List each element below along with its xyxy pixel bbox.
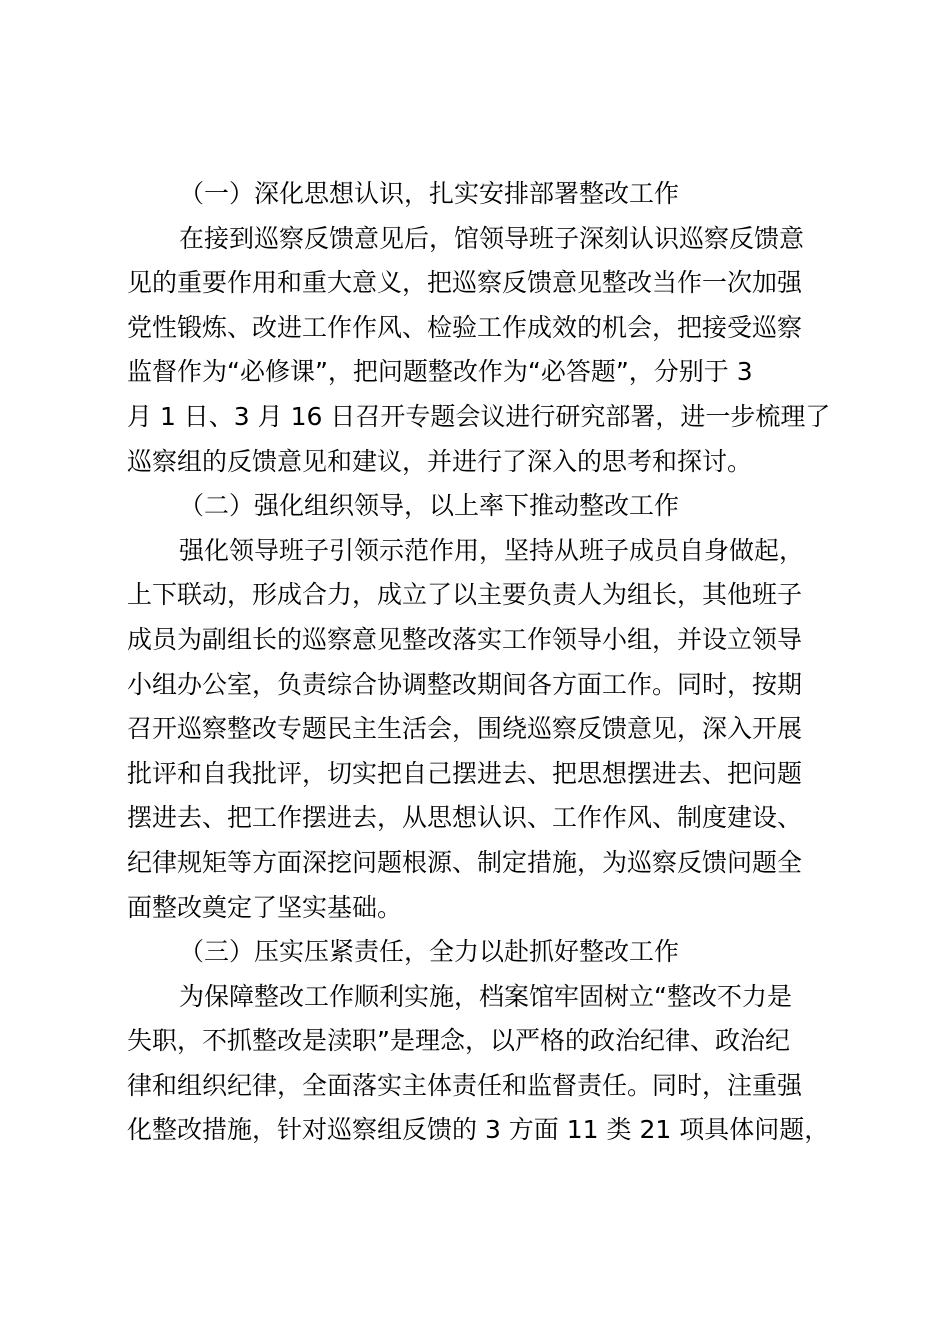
- paragraph-line: 失职，不抓整改是渎职”是理念，以严格的政治纪律、政治纪: [127, 1026, 790, 1056]
- paragraph-line: 召开巡察整改专题民主生活会，围绕巡察反馈意见，深入开展: [127, 714, 803, 744]
- paragraph-line: 月 1 日、3 月 16 日召开专题会议进行研究部署，进一步梳理了: [127, 401, 831, 431]
- paragraph-line: 纪律规矩等方面深挖问题根源、制定措施，为巡察反馈问题全: [127, 847, 803, 877]
- paragraph-line: 批评和自我批评，切实把自己摆进去、把思想摆进去、把问题: [127, 758, 803, 788]
- document-body: [127, 172, 833, 1153]
- paragraph-line: 面整改奠定了坚实基础。: [127, 892, 403, 922]
- paragraph-line: 为保障整改工作顺利实施，档案馆牢固树立“整改不力是: [179, 981, 792, 1011]
- paragraph-line: 上下联动，形成合力，成立了以主要负责人为组长，其他班子: [127, 580, 803, 610]
- paragraph-line: 小组办公室，负责综合协调整改期间各方面工作。同时，按期: [127, 669, 803, 699]
- paragraph-line: 在接到巡察反馈意见后，馆领导班子深刻认识巡察反馈意: [179, 223, 805, 253]
- section-heading-2: （二）强化组织领导，以上率下推动整改工作: [179, 491, 680, 521]
- paragraph-line: 成员为副组长的巡察意见整改落实工作领导小组，并设立领导: [127, 624, 803, 654]
- paragraph-line: 巡察组的反馈意见和建议，并进行了深入的思考和探讨。: [127, 446, 753, 476]
- section-heading-3: （三）压实压紧责任，全力以赴抓好整改工作: [179, 937, 680, 967]
- paragraph-line: 监督作为“必修课”，把问题整改作为“必答题”，分别于 3: [127, 357, 753, 387]
- paragraph-line: 律和组织纪律，全面落实主体责任和监督责任。同时，注重强: [127, 1070, 803, 1100]
- paragraph-line: 强化领导班子引领示范作用，坚持从班子成员自身做起，: [179, 535, 805, 565]
- paragraph-line: 见的重要作用和重大意义，把巡察反馈意见整改当作一次加强: [127, 268, 803, 298]
- paragraph-line: 摆进去、把工作摆进去，从思想认识、工作作风、制度建设、: [127, 803, 803, 833]
- section-heading-1: （一）深化思想认识，扎实安排部署整改工作: [179, 179, 680, 208]
- paragraph-line: 化整改措施，针对巡察组反馈的 3 方面 11 类 21 项具体问题，: [127, 1115, 830, 1145]
- paragraph-line: 党性锻炼、改进工作作风、检验工作成效的机会，把接受巡察: [127, 312, 803, 342]
